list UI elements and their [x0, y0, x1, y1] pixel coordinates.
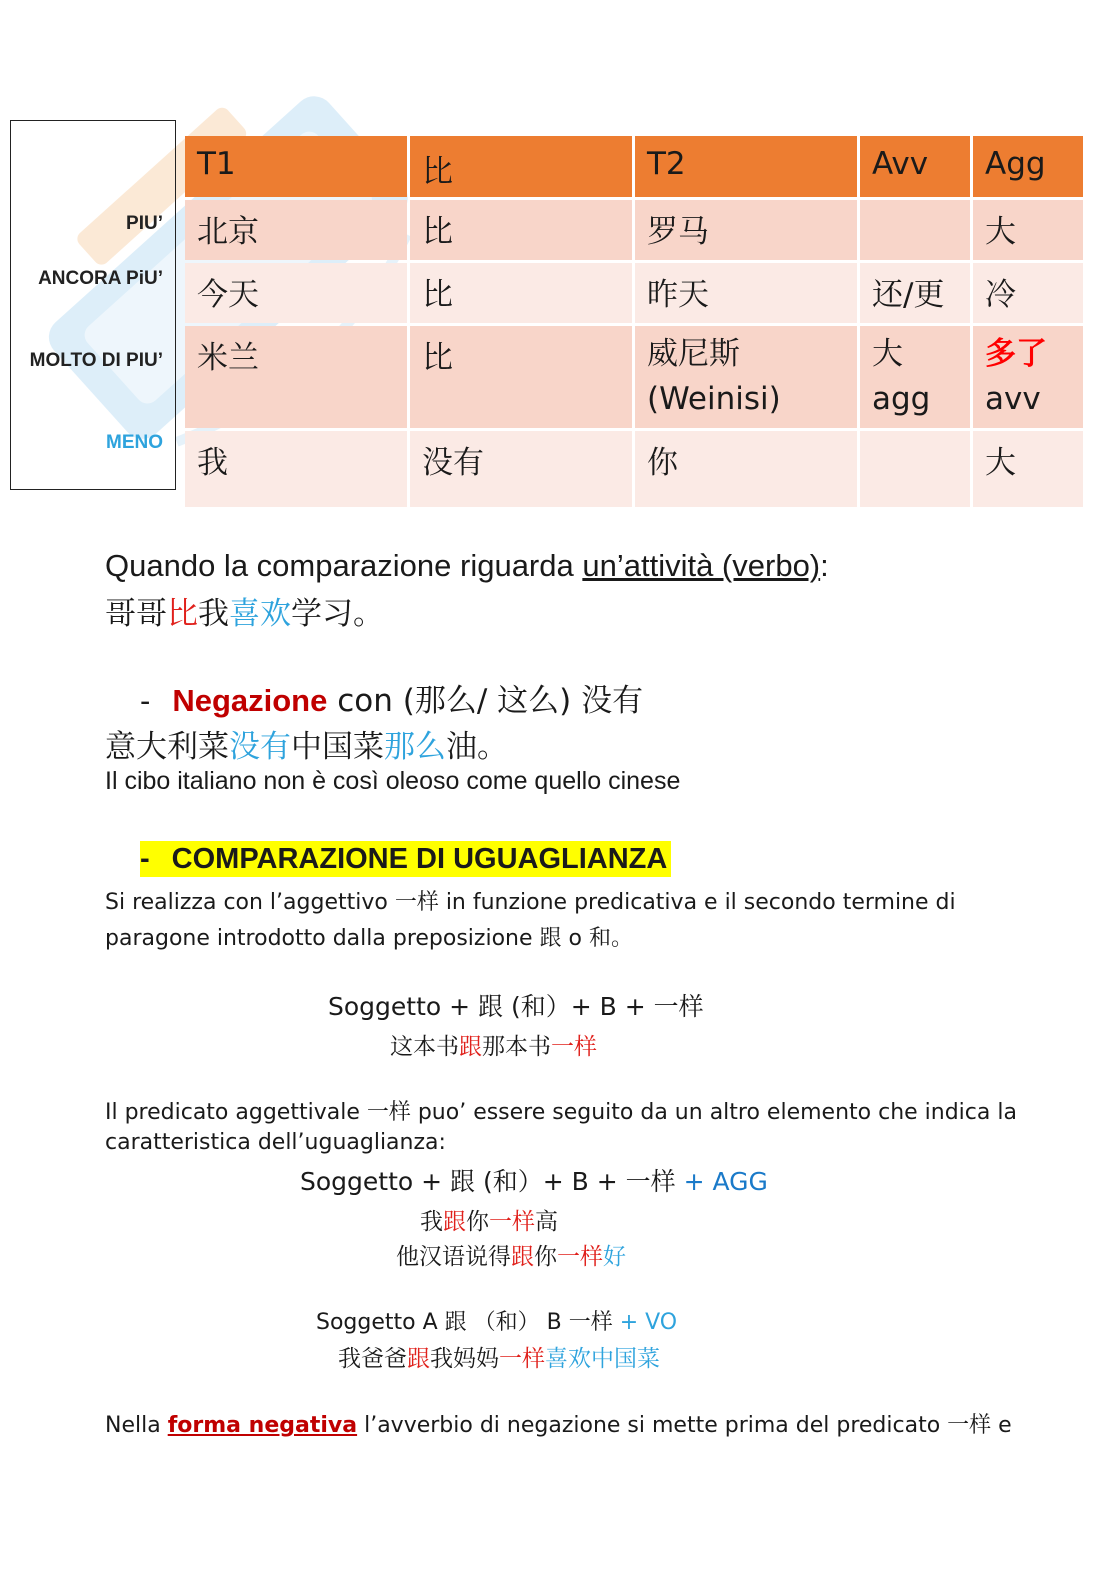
table-cell: 我 — [185, 431, 407, 507]
example-word: 他汉语说得 — [396, 1244, 511, 1270]
example-word: 跟 — [443, 1209, 466, 1235]
table-cell: 比 — [410, 326, 632, 428]
example-word: 高 — [535, 1209, 558, 1235]
example-word: 那么 — [384, 729, 446, 765]
equality-desc2-line1: Il predicato aggettivale 一样 puo’ essere seguito da un altro elemento che indica la — [105, 1100, 1017, 1125]
intro-text: Quando la comparazione riguarda — [105, 548, 583, 583]
table-cell: 比 — [410, 263, 632, 323]
example-word: 那本书 — [482, 1034, 551, 1060]
negative-form-sentence — [105, 1408, 1012, 1439]
example-word: 我爸爸 — [338, 1346, 407, 1372]
example-word: 跟 — [511, 1244, 534, 1270]
example-word: 意大利菜 — [105, 729, 229, 765]
table-cell: 你 — [635, 431, 857, 507]
agg-multi-cell: 多了 avv — [985, 336, 1047, 417]
formula-main: Soggetto A 跟 （和） B 一样 — [316, 1310, 620, 1335]
example-word: 中国菜 — [291, 729, 384, 765]
activity-example — [105, 588, 384, 633]
example-word: 一样 — [499, 1346, 545, 1372]
example-3 — [396, 1238, 626, 1271]
label-meno: MENO — [106, 432, 163, 453]
table-cell: 还/更 — [860, 263, 970, 323]
example-word: 我妈妈 — [430, 1346, 499, 1372]
forma-negativa-keyword: forma negativa — [167, 1413, 358, 1438]
negation-heading — [140, 675, 643, 720]
example-1 — [390, 1028, 597, 1061]
equality-desc-line1: Si realizza con l’aggettivo 一样 in funzione predicativa e il secondo termine di — [105, 890, 956, 915]
equality-heading — [140, 843, 671, 876]
example-word: 喜欢中国菜 — [545, 1346, 660, 1372]
example-word: 我 — [420, 1209, 443, 1235]
example-word: 油。 — [446, 729, 508, 765]
intro-underlined: un’attività (verbo) — [582, 548, 821, 583]
table-cell: 罗马 — [635, 200, 857, 260]
footer-text: Nella — [105, 1413, 168, 1438]
header-t2: T2 — [635, 136, 857, 197]
table-cell: 比 — [410, 200, 632, 260]
example-word: 哥哥 — [105, 596, 167, 632]
bullet: - — [140, 683, 151, 718]
table-cell-wrap: 威尼斯 (Weinisi) — [635, 326, 857, 428]
negation-example — [105, 721, 508, 766]
table-row — [185, 326, 1083, 428]
header-agg: Agg — [973, 136, 1083, 197]
example-word: 你 — [466, 1209, 489, 1235]
table-cell: 大 — [973, 431, 1083, 507]
table-cell — [860, 200, 970, 260]
example-word: 喜欢 — [229, 596, 291, 632]
table-row — [185, 431, 1083, 507]
table-cell: 米兰 — [185, 326, 407, 428]
table-cell: 大 — [973, 200, 1083, 260]
example-word: 跟 — [407, 1346, 430, 1372]
comparison-table — [182, 133, 1086, 510]
example-word: 没有 — [229, 729, 291, 765]
example-word: 学习。 — [291, 596, 384, 632]
header-t1: T1 — [185, 136, 407, 197]
table-cell-wrap: 大 agg — [860, 326, 970, 428]
bullet: - — [140, 843, 150, 875]
activity-intro — [105, 548, 829, 584]
table-cell-multi — [973, 326, 1083, 428]
table-row — [185, 200, 1083, 260]
table-header-row — [185, 136, 1083, 197]
table-cell: 北京 — [185, 200, 407, 260]
equality-desc-line2: paragone introdotto dalla preposizione 跟 o 和。 — [105, 926, 633, 951]
label-piu: PIU’ — [126, 213, 163, 234]
formula-main: Soggetto + 跟 (和）+ B + 一样 — [300, 1167, 684, 1196]
formula-2 — [300, 1162, 768, 1198]
example-2 — [420, 1203, 558, 1236]
equality-title: COMPARAZIONE DI UGUAGLIANZA — [171, 843, 668, 875]
header-bi: 比 — [410, 136, 632, 197]
table-cell: 冷 — [973, 263, 1083, 323]
example-word: 比 — [167, 596, 198, 632]
equality-desc2-line2: caratteristica dell’uguaglianza: — [105, 1130, 446, 1155]
negation-translation: Il cibo italiano non è così oleoso come quello cinese — [105, 767, 681, 795]
example-word: 你 — [534, 1244, 557, 1270]
formula-3 — [316, 1305, 677, 1336]
footer-text: l’avverbio di negazione si mette prima del predicato 一样 e — [357, 1413, 1012, 1438]
example-word: 跟 — [459, 1034, 482, 1060]
label-ancora-piu: ANCORA PiU’ — [38, 268, 163, 289]
table-cell: 昨天 — [635, 263, 857, 323]
negation-keyword: Negazione — [172, 683, 328, 718]
example-4 — [338, 1340, 660, 1373]
table-cell: 没有 — [410, 431, 632, 507]
example-word: 一样 — [489, 1209, 535, 1235]
table-row — [185, 263, 1083, 323]
header-avv: Avv — [860, 136, 970, 197]
formula-extra: + AGG — [683, 1167, 768, 1196]
formula-1: Soggetto + 跟 (和）+ B + 一样 — [328, 992, 704, 1021]
example-word: 一样 — [551, 1034, 597, 1060]
formula-extra: + VO — [619, 1310, 678, 1335]
example-word: 我 — [198, 596, 229, 632]
table-cell — [860, 431, 970, 507]
intro-colon: : — [820, 548, 829, 583]
example-word: 一样 — [557, 1244, 603, 1270]
label-molto-di-piu: MOLTO DI PIU’ — [29, 350, 163, 371]
negation-rest: con (那么/ 这么) 没有 — [327, 683, 644, 719]
example-word: 这本书 — [390, 1034, 459, 1060]
example-word: 好 — [603, 1244, 626, 1270]
table-cell: 今天 — [185, 263, 407, 323]
comparison-type-box — [10, 120, 176, 490]
